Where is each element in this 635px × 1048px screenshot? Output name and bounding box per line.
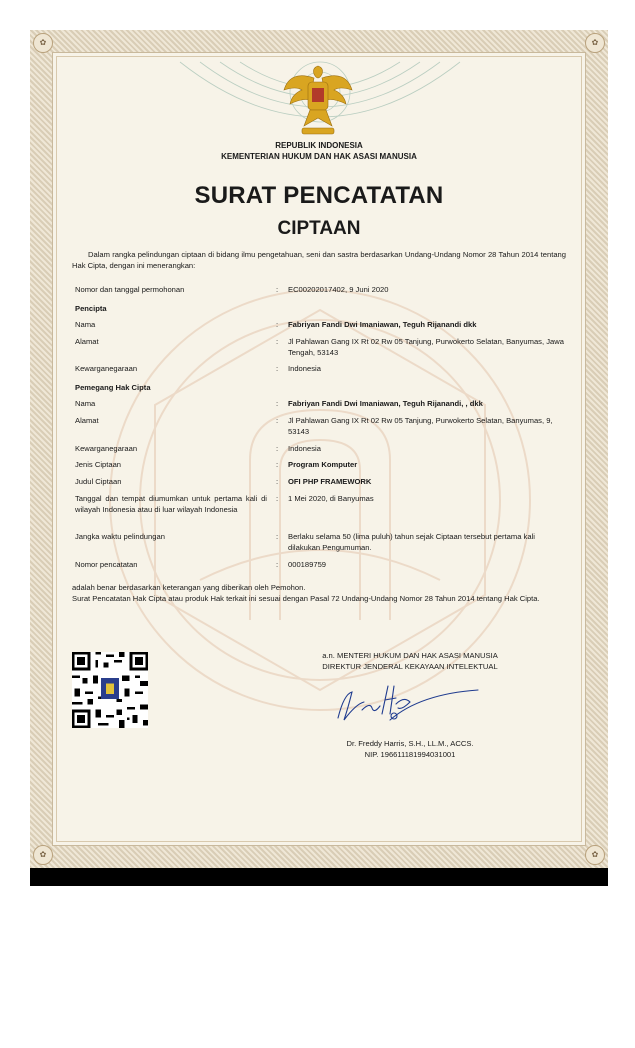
corner-ornament-icon: ✿ (33, 33, 53, 53)
tanggal-diumumkan-label: Tanggal dan tempat diumumkan untuk pertama kali di wilayah Indonesia atau di luar wilayah Indonesia (75, 494, 267, 514)
garuda-emblem-icon (280, 60, 356, 144)
pemegang-heading: Pemegang Hak Cipta (75, 383, 151, 392)
pemegang-nama-label: Nama (75, 399, 96, 408)
corner-ornament-icon: ✿ (33, 845, 53, 865)
signatory-name: Dr. Freddy Harris, S.H., LL.M., ACCS. (346, 739, 474, 748)
corner-ornament-icon: ✿ (585, 33, 605, 53)
nomor-pencatatan-label: Nomor pencatatan (75, 560, 138, 569)
nomor-pencatatan-value: 000189759 (288, 560, 327, 569)
pencipta-alamat-label: Alamat (75, 337, 99, 346)
signatory-an: a.n. MENTERI HUKUM DAN HAK ASASI MANUSIA (322, 651, 498, 660)
colon: : (276, 337, 279, 346)
colon: : (276, 494, 279, 503)
jenis-ciptaan-value: Program Komputer (288, 460, 358, 469)
certificate (30, 30, 608, 868)
pencipta-alamat-value: Jl Pahlawan Gang IX Rt 02 Rw 05 Tanjung, Purwokerto Selatan, Banyumas, Jawa Tengah, 53143 (288, 337, 564, 357)
closing-line-2: Surat Pencatatan Hak Cipta atau produk Hak terkait ini sesuai dengan Pasal 72 Undang-Undang Nomor 28 Tahun 2014 tentang Hak Cipta. (72, 594, 540, 603)
intro-paragraph: Dalam rangka pelindungan ciptaan di bidang ilmu pengetahuan, seni dan sastra berdasarkan Undang-Undang Nomor 28 Tahun 2014 tentang Hak Cipta, dengan ini menerangkan: (72, 250, 566, 270)
colon: : (276, 532, 279, 541)
colon: : (276, 285, 279, 294)
closing-line-1: adalah benar berdasarkan keterangan yang diberikan oleh Pemohon. (72, 583, 306, 592)
signature-icon (330, 674, 480, 734)
judul-ciptaan-label: Judul Ciptaan (75, 477, 122, 486)
nomor-permohonan-value: EC00202017402, 9 Juni 2020 (288, 285, 389, 294)
colon: : (276, 477, 279, 486)
header-country: REPUBLIK INDONESIA (275, 141, 363, 150)
pencipta-kewarganegaraan-label: Kewarganegaraan (75, 364, 138, 373)
pemegang-kewarganegaraan-value: Indonesia (288, 444, 321, 453)
signatory-nip: NIP. 196611181994031001 (364, 750, 456, 759)
colon: : (276, 320, 279, 329)
header-ministry: KEMENTERIAN HUKUM DAN HAK ASASI MANUSIA (221, 152, 417, 161)
colon: : (276, 444, 279, 453)
judul-ciptaan-value: OFI PHP FRAMEWORK (288, 477, 372, 486)
pencipta-nama-value: Fabriyan Fandi Dwi Imaniawan, Teguh Rijanandi dkk (288, 320, 477, 329)
pemegang-kewarganegaraan-label: Kewarganegaraan (75, 444, 138, 453)
pencipta-heading: Pencipta (75, 304, 107, 313)
certificate-title: SURAT PENCATATAN (194, 182, 444, 209)
pencipta-kewarganegaraan-value: Indonesia (288, 364, 321, 373)
qr-code-icon (72, 652, 148, 728)
colon: : (276, 460, 279, 469)
tanggal-diumumkan-value: 1 Mei 2020, di Banyumas (288, 494, 374, 503)
corner-ornament-icon: ✿ (585, 845, 605, 865)
certificate-subtitle: CIPTAAN (277, 218, 361, 239)
jenis-ciptaan-label: Jenis Ciptaan (75, 460, 122, 469)
colon: : (276, 560, 279, 569)
signatory-position: DIREKTUR JENDERAL KEKAYAAN INTELEKTUAL (322, 662, 498, 671)
colon: : (276, 399, 279, 408)
pemegang-alamat-label: Alamat (75, 416, 99, 425)
page-bottom-bar (30, 866, 608, 886)
colon: : (276, 416, 279, 425)
pemegang-alamat-value: Jl Pahlawan Gang IX Rt 02 Rw 05 Tanjung, Purwokerto Selatan, Banyumas, 9, 53143 (288, 416, 553, 436)
pemegang-nama-value: Fabriyan Fandi Dwi Imaniawan, Teguh Rijanandi, , dkk (288, 399, 483, 408)
jangka-waktu-value: Berlaku selama 50 (lima puluh) tahun sejak Ciptaan tersebut pertama kali dilakukan Pengumuman. (288, 532, 535, 552)
nomor-permohonan-label: Nomor dan tanggal permohonan (75, 285, 185, 294)
pencipta-nama-label: Nama (75, 320, 96, 329)
colon: : (276, 364, 279, 373)
jangka-waktu-label: Jangka waktu pelindungan (75, 532, 165, 541)
